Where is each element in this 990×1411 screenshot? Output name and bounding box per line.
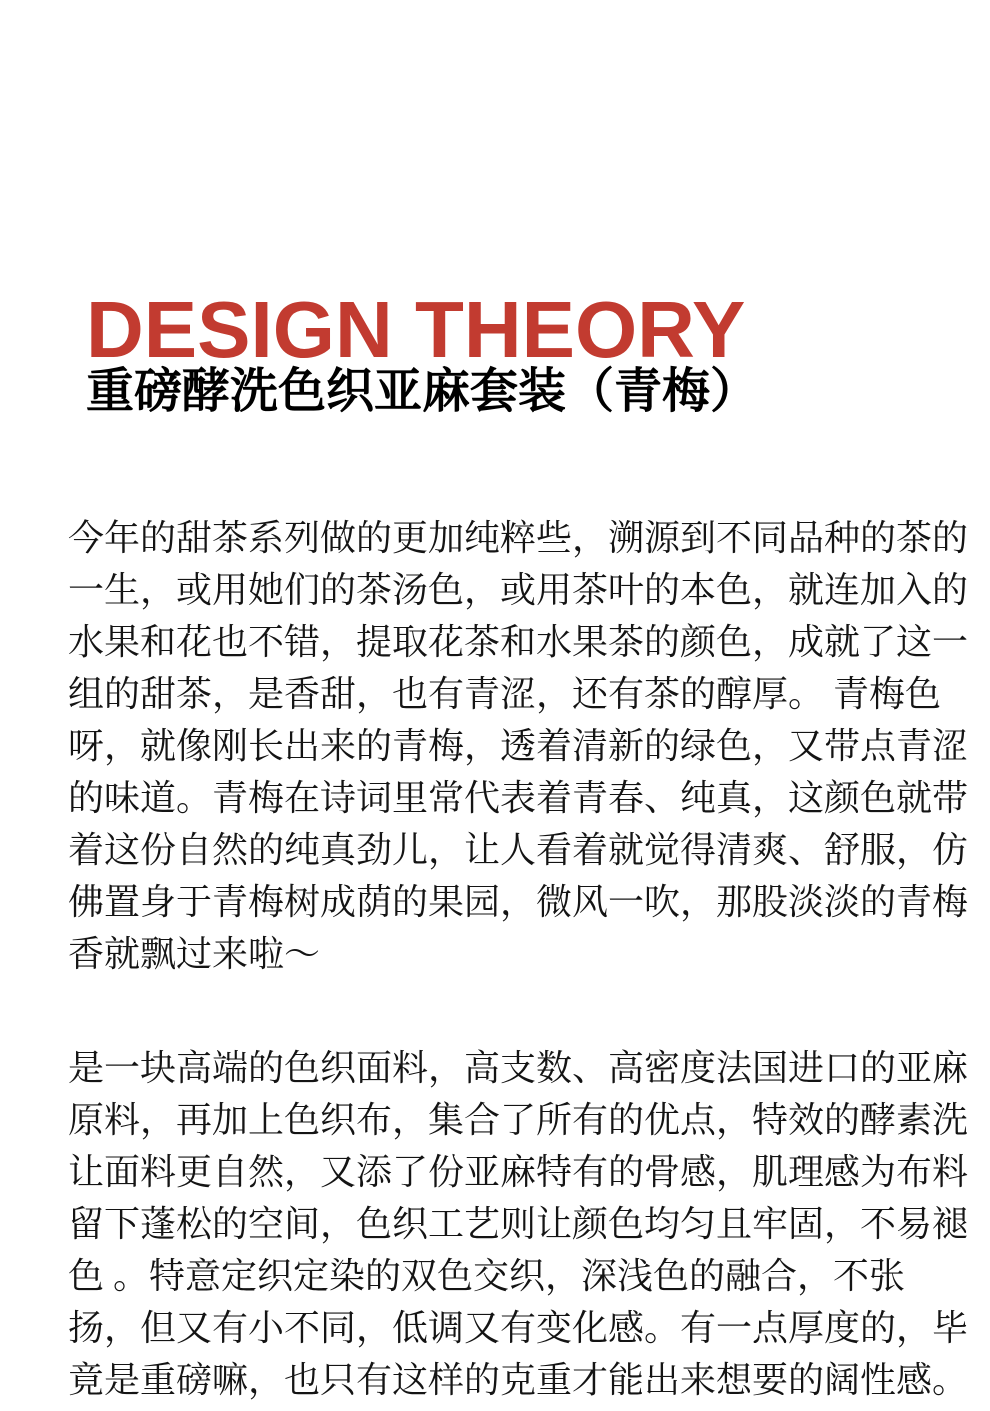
text-line: 原料，再加上色织布，集合了所有的优点，特效的酵素洗	[68, 1100, 969, 1140]
text-line: 香就飘过来啦～	[68, 934, 321, 974]
text-line: 色 。特意定织定染的双色交织，深浅色的融合，不张	[68, 1256, 906, 1296]
text-line: 呀，就像刚长出来的青梅，透着清新的绿色，又带点青涩	[68, 726, 969, 766]
text-line: 竟是重磅嘛，也只有这样的克重才能出来想要的阔性感。	[68, 1360, 969, 1400]
text-line: 今年的甜茶系列做的更加纯粹些，溯源到不同品种的茶的	[68, 518, 969, 558]
product-subtitle: 重磅酵洗色织亚麻套装（青梅）	[86, 364, 759, 418]
page-title: DESIGN THEORY	[86, 284, 746, 374]
text-line: 着这份自然的纯真劲儿，让人看着就觉得清爽、舒服，仿	[68, 830, 969, 870]
text-line: 的味道。青梅在诗词里常代表着青春、纯真，这颜色就带	[68, 778, 969, 818]
paragraph-intro	[68, 512, 969, 980]
text-line: 组的甜茶，是香甜，也有青涩，还有茶的醇厚。 青梅色	[68, 674, 942, 714]
text-line: 水果和花也不错，提取花茶和水果茶的颜色，成就了这一	[68, 622, 969, 662]
text-line: 扬，但又有小不同，低调又有变化感。有一点厚度的，毕	[68, 1308, 969, 1348]
paragraph-fabric	[68, 1042, 969, 1406]
text-line: 留下蓬松的空间，色织工艺则让颜色均匀且牢固，不易褪	[68, 1204, 969, 1244]
text-line: 佛置身于青梅树成荫的果园，微风一吹，那股淡淡的青梅	[68, 882, 969, 922]
text-line: 让面料更自然，又添了份亚麻特有的骨感，肌理感为布料	[68, 1152, 969, 1192]
text-line: 是一块高端的色织面料，高支数、高密度法国进口的亚麻	[68, 1048, 969, 1088]
text-line: 一生，或用她们的茶汤色，或用茶叶的本色，就连加入的	[68, 570, 969, 610]
